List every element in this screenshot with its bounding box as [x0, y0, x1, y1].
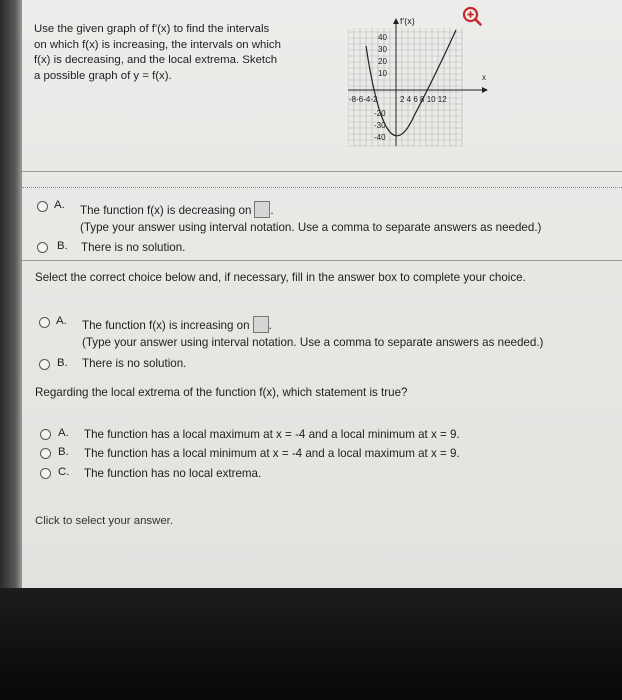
option-a-letter-q1: A. [54, 199, 65, 211]
option-b-text-q3: The function has a local minimum at x = -4 and a local maximum at x = 9. [84, 447, 460, 460]
option-a-text-q1: The function f(x) is decreasing on . [80, 201, 274, 218]
derivative-graph[interactable] [348, 18, 488, 148]
problem-line: a possible graph of y = f(x). [34, 69, 172, 82]
monitor-bezel [0, 588, 622, 700]
option-a-hint-q1: (Type your answer using interval notation. Use a comma to separate answers as needed.) [80, 221, 542, 234]
x-tick-labels-positive: 2 4 6 8 10 12 [400, 95, 447, 104]
y-tick-label: -40 [374, 133, 386, 142]
decreasing-answer-box[interactable] [254, 201, 270, 218]
problem-line: on which f(x) is increasing, the intervals on which [34, 38, 281, 51]
option-b-letter-q1: B. [57, 240, 68, 252]
option-c-text-q3: The function has no local extrema. [84, 467, 262, 480]
y-tick-label: 30 [378, 45, 387, 54]
option-b-letter-q3: B. [58, 446, 69, 458]
y-tick-label: -30 [374, 121, 386, 130]
option-a-text-q2: The function f(x) is increasing on . [82, 316, 272, 333]
y-axis-label: f'(x) [400, 18, 415, 26]
y-tick-label: 20 [378, 57, 387, 66]
option-a-radio-q1[interactable] [37, 201, 48, 212]
problem-line: Use the given graph of f'(x) to find the intervals [34, 23, 270, 35]
option-a-radio-q2[interactable] [39, 317, 50, 328]
option-a-hint-q2: (Type your answer using interval notation. Use a comma to separate answers as needed.) [82, 336, 544, 349]
option-a-letter-q3: A. [58, 427, 69, 439]
graph-grid [348, 28, 462, 146]
footer-hint: Click to select your answer. [35, 515, 174, 527]
option-b-radio-q2[interactable] [39, 359, 50, 370]
option-b-text-q1: There is no solution. [81, 241, 186, 254]
zoom-in-icon[interactable] [462, 6, 482, 26]
option-b-letter-q2: B. [57, 357, 68, 369]
option-b-text-q2: There is no solution. [82, 357, 187, 370]
y-tick-label: 10 [378, 69, 387, 78]
option-a-text-q3: The function has a local maximum at x = -4 and a local minimum at x = 9. [84, 428, 460, 441]
question-panel [22, 0, 622, 588]
y-tick-label: 40 [378, 33, 387, 42]
question-3-prompt: Regarding the local extrema of the function f(x), which statement is true? [35, 386, 408, 399]
increasing-answer-box[interactable] [253, 316, 269, 333]
option-b-radio-q3[interactable] [40, 448, 51, 459]
option-a-label-q1: The function f(x) is decreasing on [80, 204, 252, 217]
x-axis-label: x [482, 73, 486, 82]
question-2-prompt: Select the correct choice below and, if necessary, fill in the answer box to complete your choice. [35, 271, 526, 284]
problem-line: f(x) is decreasing, and the local extrema. Sketch [34, 54, 278, 66]
option-a-letter-q2: A. [56, 315, 67, 327]
section-divider-dotted [22, 187, 622, 188]
section-divider [22, 171, 622, 172]
problem-statement [34, 22, 354, 84]
x-tick-labels-negative: -8-6-4-2 [349, 95, 378, 104]
x-axis-arrow [482, 87, 488, 93]
option-a-label-q2: The function f(x) is increasing on [82, 319, 250, 332]
screen-edge [0, 0, 22, 588]
option-a-radio-q3[interactable] [40, 429, 51, 440]
option-b-radio-q1[interactable] [37, 242, 48, 253]
option-c-letter-q3: C. [58, 466, 70, 478]
section-divider [22, 260, 622, 261]
y-tick-label: -20 [374, 109, 386, 118]
option-c-radio-q3[interactable] [40, 468, 51, 479]
y-axis-arrow [393, 18, 399, 24]
